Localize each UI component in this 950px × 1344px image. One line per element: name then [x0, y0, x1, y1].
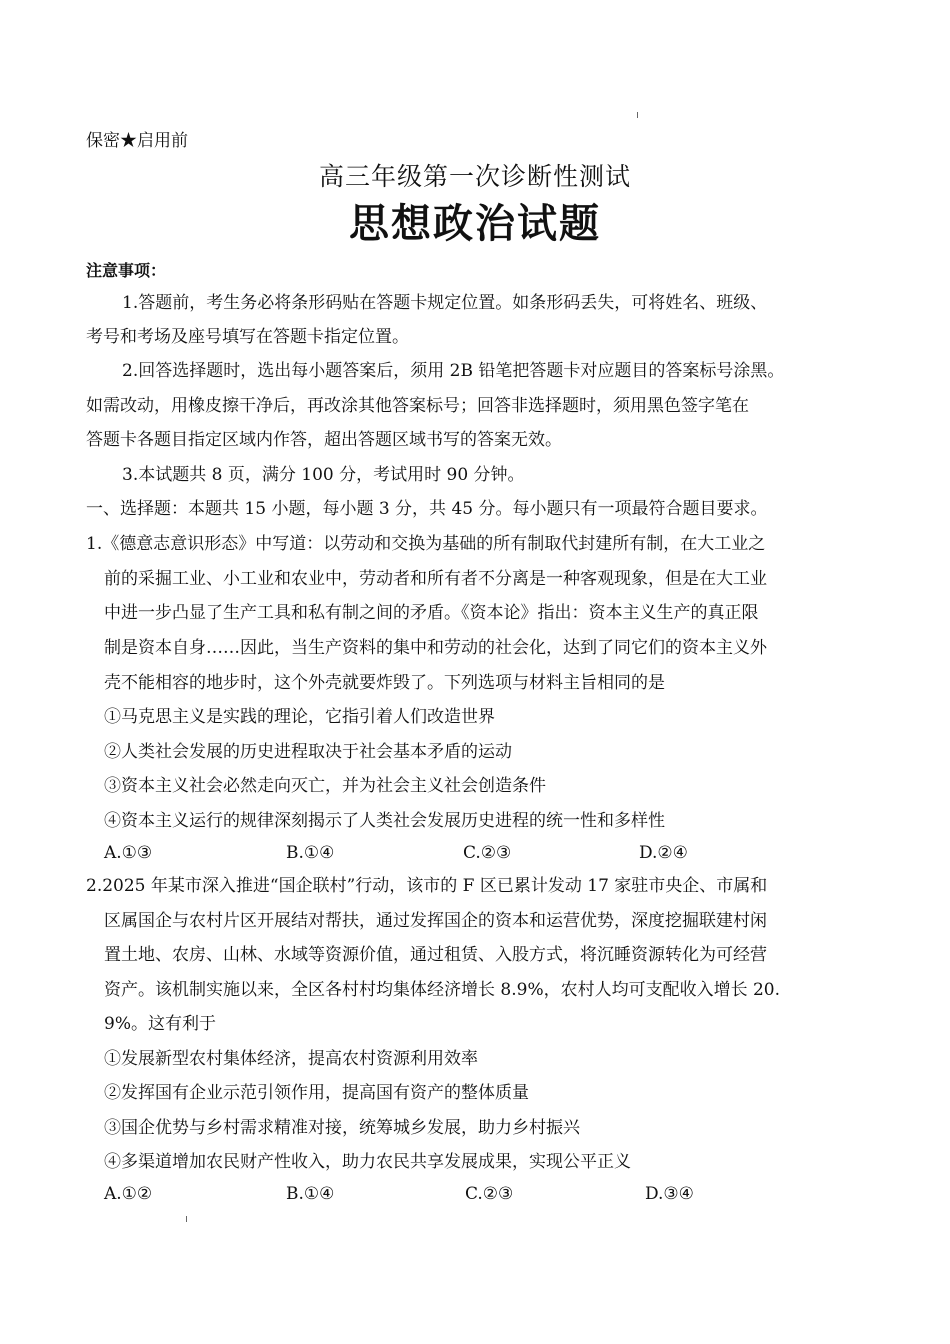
scan-mark — [637, 112, 638, 118]
notice-line: 3.本试题共 8 页，满分 100 分，考试用时 90 分钟。 — [122, 465, 525, 485]
notice-line: 考号和考场及座号填写在答题卡指定位置。 — [86, 327, 409, 347]
exam-title: 高三年级第一次诊断性测试 — [318, 162, 631, 191]
question-text-line: 前的采掘工业、小工业和农业中，劳动者和所有者不分离是一种客观现象，但是在大工业 — [104, 569, 767, 589]
statement: ①马克思主义是实践的理论，它指引着人们改造世界 — [104, 707, 495, 727]
question-text-line: 置土地、农房、山林、水域等资源价值，通过租赁、入股方式，将沉睡资源转化为可经营 — [104, 945, 767, 965]
subject-title: 思想政治试题 — [349, 201, 601, 247]
statement: ②人类社会发展的历史进程取决于社会基本矛盾的运动 — [104, 742, 512, 762]
statement: ③资本主义社会必然走向灭亡，并为社会主义社会创造条件 — [104, 776, 546, 796]
statement: ③国企优势与乡村需求精准对接，统筹城乡发展，助力乡村振兴 — [104, 1118, 580, 1138]
option-c: C.②③ — [465, 1184, 514, 1204]
notice-heading: 注意事项： — [86, 261, 167, 280]
statement: ②发挥国有企业示范引领作用，提高国有资产的整体质量 — [104, 1083, 529, 1103]
question-text-line: 9%。这有利于 — [104, 1014, 216, 1034]
question-text-line: 中进一步凸显了生产工具和私有制之间的矛盾。《资本论》指出：资本主义生产的真正限 — [104, 603, 759, 623]
notice-line: 1.答题前，考生务必将条形码贴在答题卡规定位置。如条形码丢失，可将姓名、班级、 — [122, 293, 768, 313]
confidential-label: 保密★启用前 — [86, 131, 188, 151]
option-d: D.③④ — [645, 1184, 694, 1204]
notice-line: 如需改动，用橡皮擦干净后，再改涂其他答案标号；回答非选择题时，须用黑色签字笔在 — [86, 396, 749, 416]
question-text-line: 资产。该机制实施以来，全区各村村均集体经济增长 8.9%，农村人均可支配收入增长 20. — [104, 980, 781, 1000]
question-text-line: 区属国企与农村片区开展结对帮扶，通过发挥国企的资本和运营优势，深度挖掘联建村闲 — [104, 911, 767, 931]
notice-line: 答题卡各题目指定区域内作答，超出答题区域书写的答案无效。 — [86, 430, 562, 450]
statement: ④多渠道增加农民财产性收入，助力农民共享发展成果，实现公平正义 — [104, 1152, 631, 1172]
statement: ①发展新型农村集体经济，提高农村资源利用效率 — [104, 1049, 478, 1069]
option-a: A.①② — [104, 1184, 153, 1204]
option-b: B.①④ — [286, 1184, 335, 1204]
option-b: B.①④ — [286, 843, 335, 863]
question-text-line: 2.2025 年某市深入推进“国企联村”行动，该市的 F 区已累计发动 17 家驻市央企、市属和 — [86, 876, 768, 896]
notice-line: 2.回答选择题时，选出每小题答案后，须用 2B 铅笔把答题卡对应题目的答案标号涂黑。 — [122, 361, 785, 381]
option-a: A.①③ — [104, 843, 153, 863]
option-d: D.②④ — [639, 843, 688, 863]
question-text-line: 壳不能相容的地步时，这个外壳就要炸毁了。下列选项与材料主旨相同的是 — [104, 673, 665, 693]
scan-mark — [186, 1216, 187, 1222]
question-text-line: 制是资本自身……因此，当生产资料的集中和劳动的社会化，达到了同它们的资本主义外 — [104, 638, 767, 658]
section-heading: 一、选择题：本题共 15 小题，每小题 3 分，共 45 分。每小题只有一项最符合题目要求。 — [86, 499, 768, 519]
statement: ④资本主义运行的规律深刻揭示了人类社会发展历史进程的统一性和多样性 — [104, 811, 665, 831]
question-text-line: 1.《德意志意识形态》中写道：以劳动和交换为基础的所有制取代封建所有制，在大工业之 — [86, 534, 766, 554]
option-c: C.②③ — [463, 843, 512, 863]
